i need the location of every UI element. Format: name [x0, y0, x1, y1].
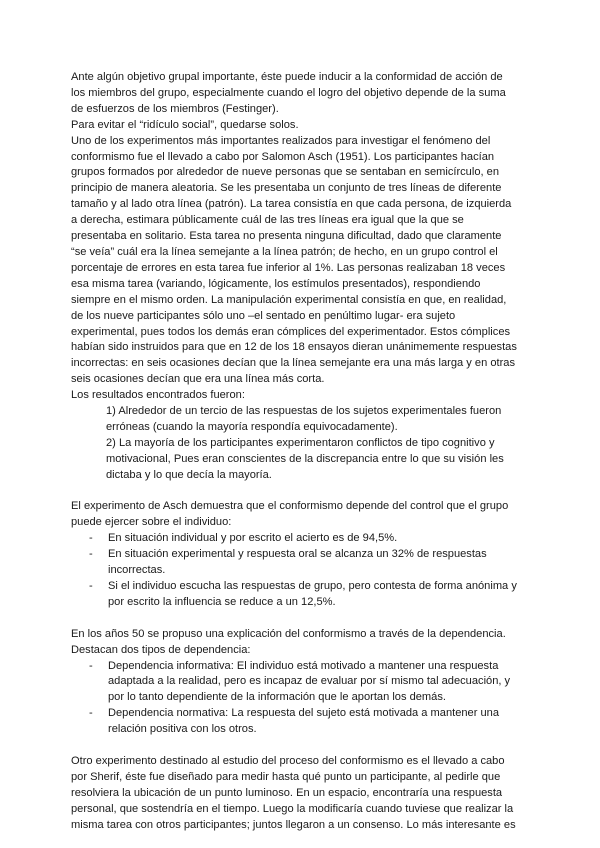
result-item-1: 1) Alrededor de un tercio de las respuestas de los sujetos experimentales fueron erróneas (cuando la mayoría respondía equivocadamente).	[106, 405, 502, 433]
paragraph-asch-conclusion: El experimento de Asch demuestra que el conformismo depende del control que el grupo puede ejercer sobre el individuo:	[71, 500, 509, 529]
paragraph-festinger: Ante algún objetivo grupal importante, éste puede inducir a la conformidad de acción de los miembros del grupo, especialmente cuando el logro del objetivo depende de la suma de esfuerzos de los miembros (Festinger).	[71, 71, 506, 115]
spacer	[71, 611, 518, 627]
spacer	[71, 738, 518, 754]
list-item: - Dependencia informativa: El individuo está motivado a mantener una respuesta adaptada a la realidad, pero es incapaz de evaluar por sí mismo tal adecuación, y por lo tanto dependiente de la información que le aportan los demás.	[71, 659, 518, 707]
paragraph-ridiculo-social: Para evitar el “ridículo social”, quedarse solos.	[71, 118, 299, 131]
list-item: - En situación experimental y respuesta oral se alcanza un 32% de respuestas incorrectas.	[71, 547, 518, 579]
list-item: - Dependencia normativa: La respuesta del sujeto está motivada a mantener una relación positiva con los otros.	[71, 706, 518, 738]
paragraph-results-intro: Los resultados encontrados fueron:	[71, 389, 245, 402]
list-item: - En situación individual y por escrito el acierto es de 94,5%.	[71, 531, 518, 547]
paragraph-sherif-experiment: Otro experimento destinado al estudio del proceso del conformismo es el llevado a cabo por Sherif, éste fue diseñado para medir hasta qué punto un participante, al pedirle que resolviera la ubicación de un punto luminoso. En un espacio, encontraría una respuesta personal, que sostendría en el tiempo. Luego la modificaría cuando tuviese que realizar la misma tarea con otros participantes; juntos llegaron a un consenso. Lo más interesante es	[71, 754, 516, 831]
list-conformity-stats	[71, 531, 518, 611]
result-item-2: 2) La mayoría de los participantes experimentaron conflictos de tipo cognitivo y motivacional, Pues eran conscientes de la discrepancia entre lo que su visión les dictaba y lo que decía la mayoría.	[106, 436, 504, 481]
paragraph-asch-experiment: Uno de los experimentos más importantes realizados para investigar el fenómeno del conformismo fue el llevado a cabo por Salomon Asch (1951). Los participantes hacían grupos formados por alrededor de nueve personas que se sentaban en semicírculo, en principio de manera aleatoria. Se les presentaba un conjunto de tres líneas de diferente tamaño y al lado otra línea (patrón). La tarea consistía en que cada persona, de izquierda a derecha, estimara públicamente cuál de las tres líneas era igual que la que se presentaba en solitario. Esta tarea no presenta ninguna dificultad, dado que claramente “se veía” cuál era la línea semejante a la línea patrón; de hecho, en un grupo control el porcentaje de errores en esta tarea fue inferior al 1%. Las personas realizaban 18 veces esa misma tarea (variando, lógicamente, los estímulos presentados), respondiendo siempre en el mismo orden. La manipulación experimental consistía en que, en realidad, de los nueve participantes sólo uno –el sentado en penúltimo lugar- era sujeto experimental, pues todos los demás eran cómplices del experimentador. Estos cómplices habían sido instruidos para que en 12 de los 18 ensayos dieran unánimemente respuestas incorrectas: en seis ocasiones decían que la línea semejante era una más larga y en otras seis ocasiones decían que era una línea más corta.	[71, 134, 517, 386]
list-dependency-types	[71, 659, 518, 739]
spacer	[71, 484, 518, 500]
paragraph-dependency: En los años 50 se propuso una explicación del conformismo a través de la dependencia. Destacan dos tipos de dependencia:	[71, 627, 506, 656]
list-item: - Si el individuo escucha las respuestas de grupo, pero contesta de forma anónima y por escrito la influencia se reduce a un 12,5%.	[71, 579, 518, 611]
